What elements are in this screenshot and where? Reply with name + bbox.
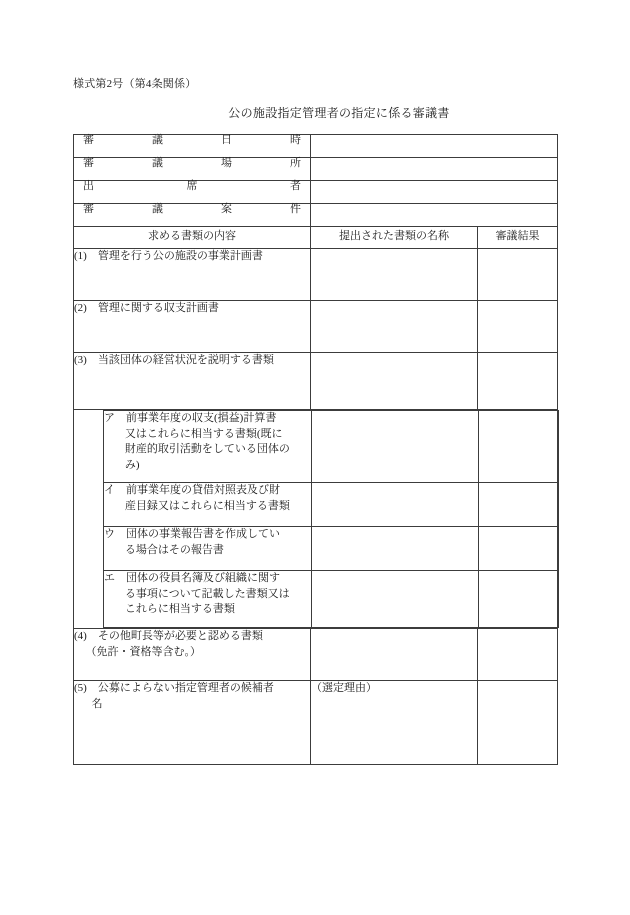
item-5-line-1: 公募によらない指定管理者の候補者	[97, 682, 274, 694]
table-row-item-1	[74, 249, 558, 301]
label-text: 出席者	[83, 180, 301, 192]
subitem-i-marker: イ	[104, 484, 115, 496]
label-deliberation-place	[74, 158, 311, 181]
subitem-i-content	[104, 483, 312, 527]
item-3-submitted[interactable]	[311, 353, 478, 410]
subitem-e-line-2: る事項について記載した書類又は	[124, 587, 290, 600]
table-header-row	[74, 227, 558, 249]
item-1-number: (1)	[74, 250, 87, 262]
item-1-content	[74, 249, 311, 301]
value-deliberation-place[interactable]	[311, 158, 558, 181]
item-2-text: 管理に関する収支計画書	[97, 302, 219, 314]
label-attendees	[74, 181, 311, 204]
item-4-submitted[interactable]	[311, 629, 478, 681]
table-row-subitem-a	[104, 411, 559, 483]
item-3-subtable	[103, 410, 559, 628]
item-3-text: 当該団体の経営状況を説明する書類	[97, 354, 274, 366]
table-row-item-5	[74, 681, 558, 765]
item-3-number: (3)	[74, 354, 87, 366]
value-attendees[interactable]	[311, 181, 558, 204]
item-5-result[interactable]	[478, 681, 558, 765]
subitem-e-marker: エ	[104, 572, 115, 584]
subitem-e-result[interactable]	[479, 571, 559, 628]
subitem-u-marker: ウ	[104, 528, 115, 540]
subitem-u-content	[104, 527, 312, 571]
value-deliberation-case[interactable]	[311, 204, 558, 227]
item-1-text: 管理を行う公の施設の事業計画書	[97, 250, 263, 262]
column-header-content: 求める書類の内容	[74, 227, 311, 249]
subitem-a-line-4: み)	[124, 458, 140, 471]
item-3-result[interactable]	[478, 353, 558, 410]
subitem-e-line-1: 団体の役員名簿及び組織に関す	[126, 572, 280, 584]
label-text: 審議案件	[83, 203, 301, 215]
deliberation-form-table	[73, 134, 558, 765]
subitem-a-submitted[interactable]	[312, 411, 479, 483]
table-row-item-3	[74, 353, 558, 410]
subitem-a-line-3: 財産的取引活動をしている団体の	[124, 443, 290, 456]
table-row-item-4	[74, 629, 558, 681]
page-title: 公の施設指定管理者の指定に係る審議書	[228, 106, 450, 120]
table-row-subitem-u	[104, 527, 559, 571]
table-row-deliberation-place	[74, 158, 558, 181]
column-header-result: 審議結果	[478, 227, 558, 249]
table-row-deliberation-case	[74, 204, 558, 227]
form-number: 様式第2号（第4条関係）	[73, 78, 197, 90]
subitem-i-result[interactable]	[479, 483, 559, 527]
subitem-a-result[interactable]	[479, 411, 559, 483]
subitem-a-content	[104, 411, 312, 483]
item-5-content	[74, 681, 311, 765]
item-2-result[interactable]	[478, 301, 558, 353]
label-deliberation-case	[74, 204, 311, 227]
item-4-line-2: （免許・資格等含む。）	[85, 645, 202, 658]
table-row-item-3-subitems	[74, 410, 558, 629]
item-4-result[interactable]	[478, 629, 558, 681]
table-row-subitem-e	[104, 571, 559, 628]
item-4-content	[74, 629, 311, 681]
label-text: 審議日時	[83, 134, 301, 146]
subitem-i-line-2: 産目録又はこれらに相当する書類	[124, 499, 290, 512]
item-1-submitted[interactable]	[311, 249, 478, 301]
item-4-line-1: その他町長等が必要と認める書類	[97, 630, 263, 642]
subitem-e-line-3: これらに相当する書類	[124, 603, 235, 616]
item-5-number: (5)	[74, 682, 87, 694]
subitem-a-marker: ア	[104, 412, 115, 424]
subitem-i-line-1: 前事業年度の貸借対照表及び財	[126, 484, 280, 496]
item-3-subtable-host	[74, 410, 558, 629]
item-5-submitted[interactable]: （選定理由）	[311, 681, 478, 765]
item-4-number: (4)	[74, 630, 87, 642]
subitem-u-line-2: る場合はその報告書	[124, 543, 224, 556]
subitem-e-content	[104, 571, 312, 628]
item-2-number: (2)	[74, 302, 87, 314]
table-row-attendees	[74, 181, 558, 204]
label-deliberation-datetime	[74, 135, 311, 158]
column-header-submitted: 提出された書類の名称	[311, 227, 478, 249]
item-2-content	[74, 301, 311, 353]
subitem-u-submitted[interactable]	[312, 527, 479, 571]
subitem-a-line-2: 又はこれらに相当する書類(既に	[124, 427, 283, 440]
item-1-result[interactable]	[478, 249, 558, 301]
table-row-deliberation-datetime	[74, 135, 558, 158]
subitem-a-line-1: 前事業年度の収支(損益)計算書	[126, 412, 277, 424]
item-3-content	[74, 353, 311, 410]
subitem-u-line-1: 団体の事業報告書を作成してい	[126, 528, 280, 540]
subitem-u-result[interactable]	[479, 527, 559, 571]
subitem-e-submitted[interactable]	[312, 571, 479, 628]
table-row-item-2	[74, 301, 558, 353]
item-3-subtable-indent	[74, 410, 557, 628]
item-5-line-2: 名	[91, 697, 103, 710]
item-2-submitted[interactable]	[311, 301, 478, 353]
table-row-subitem-i	[104, 483, 559, 527]
label-text: 審議場所	[83, 157, 301, 169]
subitem-i-submitted[interactable]	[312, 483, 479, 527]
value-deliberation-datetime[interactable]	[311, 135, 558, 158]
